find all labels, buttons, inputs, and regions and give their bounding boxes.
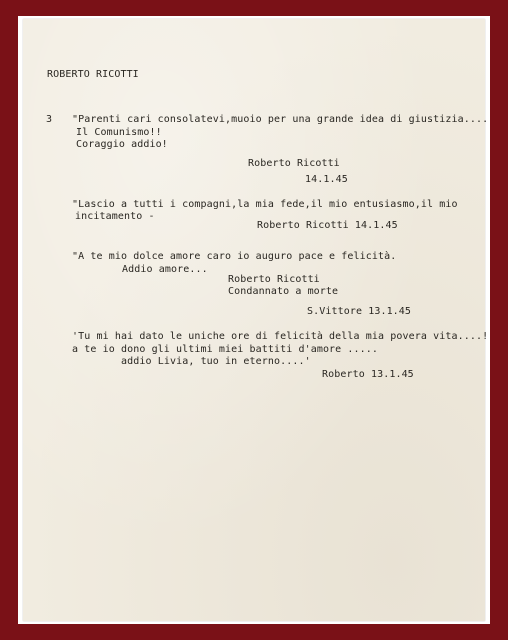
- letter-2-line-2: incitamento -: [75, 211, 155, 222]
- document-header: ROBERTO RICOTTI: [47, 69, 139, 80]
- item-number: 3: [46, 114, 53, 125]
- letter-3-signature-note: Condannato a morte: [228, 286, 339, 297]
- letter-2-line-1: "Lascio a tutti i compagni,la mia fede,il mio entusiasmo,il mio: [72, 199, 458, 210]
- letter-1-date: 14.1.45: [305, 174, 348, 185]
- letter-1-signature: Roberto Ricotti: [248, 158, 340, 169]
- letter-1-line-3: Coraggio addio!: [76, 139, 168, 150]
- letter-4-line-3: addio Livia, tuo in eterno....': [121, 356, 311, 367]
- letter-4-line-1: 'Tu mi hai dato le uniche ore di felicità della mia povera vita....!: [72, 331, 489, 342]
- letter-3-line-1: "A te mio dolce amore caro io auguro pace e felicità.: [72, 251, 397, 262]
- letter-4-signature-date: Roberto 13.1.45: [322, 369, 414, 380]
- letter-3-place-date: S.Vittore 13.1.45: [307, 306, 412, 317]
- typewritten-page: [23, 19, 485, 621]
- letter-4-line-2: a te io dono gli ultimi miei battiti d'amore .....: [72, 344, 379, 355]
- letter-2-signature-date: Roberto Ricotti 14.1.45: [257, 220, 398, 231]
- letter-3-signature: Roberto Ricotti: [228, 274, 320, 285]
- letter-1-line-1: "Parenti cari consolatevi,muoio per una grande idea di giustizia....: [72, 114, 489, 125]
- letter-1-line-2: Il Comunismo!!: [76, 127, 162, 138]
- letter-3-line-2: Addio amore...: [122, 264, 208, 275]
